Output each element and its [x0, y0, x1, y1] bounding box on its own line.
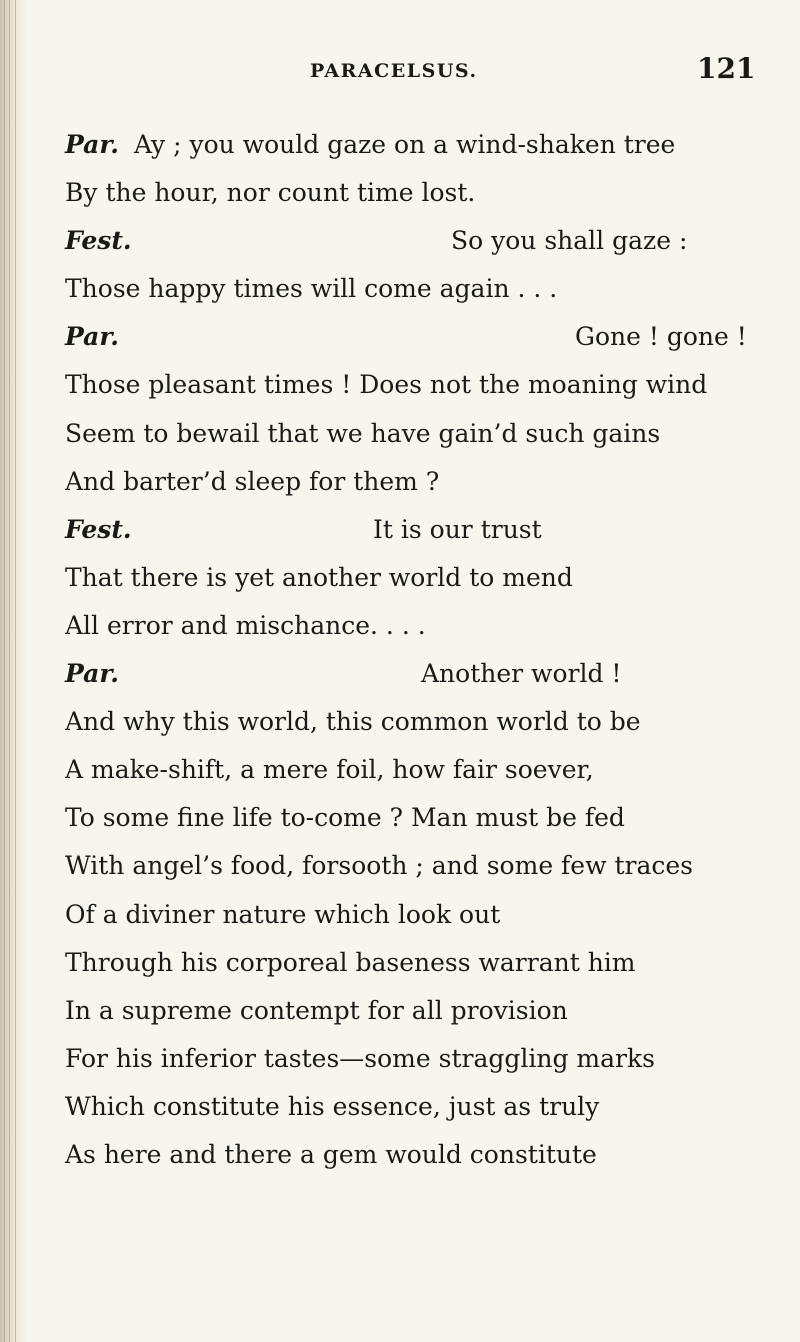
poem-line — [65, 1041, 765, 1089]
poem-line — [65, 416, 765, 464]
poem-line — [65, 752, 765, 800]
line-text: Ay ; you would gaze on a wind-shaken tree — [134, 130, 676, 159]
line-text: Which constitute his essence, just as truly — [65, 1091, 600, 1121]
poem-line — [65, 848, 765, 896]
line-text: Gone ! gone ! — [575, 322, 747, 352]
poem-line — [65, 223, 765, 271]
line-text: By the hour, nor count time lost. — [65, 178, 476, 208]
line-text: And barter’d sleep for them ? — [65, 466, 440, 496]
line-text: Another world ! — [421, 659, 622, 689]
page-header — [0, 52, 800, 92]
poem-line — [65, 319, 765, 367]
line-text: In a supreme contempt for all provision — [65, 995, 568, 1025]
line-text: Those pleasant times ! Does not the moaning wind — [65, 370, 708, 400]
line-text: So you shall gaze : — [451, 226, 688, 256]
line-text: A make-shift, a mere foil, how fair soever, — [65, 755, 594, 785]
poem-line — [65, 271, 765, 319]
line-text: To some fine life to-come ? Man must be fed — [65, 803, 625, 833]
poem-line — [65, 175, 765, 223]
speaker-label: Par. — [65, 130, 119, 159]
poem-line — [65, 560, 765, 608]
poem-line — [65, 704, 765, 752]
poem-line — [65, 1137, 765, 1185]
speaker-label: Fest. — [65, 226, 132, 256]
poem-line — [65, 1089, 765, 1137]
binding-edge-line — [15, 0, 16, 1342]
line-text: As here and there a gem would constitute — [65, 1139, 597, 1169]
poem-line — [65, 608, 765, 656]
poem-line — [65, 367, 765, 415]
line-text: Seem to bewail that we have gain’d such gains — [65, 418, 661, 448]
speaker-label: Fest. — [65, 514, 132, 544]
poem-line — [65, 993, 765, 1041]
line-text: It is our trust — [373, 514, 542, 544]
line-text: All error and mischance. . . . — [65, 610, 426, 640]
line-text: Through his corporeal baseness warrant him — [65, 947, 636, 977]
poem-line — [65, 945, 765, 993]
line-text: And why this world, this common world to be — [65, 707, 641, 737]
running-title: PARACELSUS. — [310, 60, 478, 82]
line-text: Those happy times will come again . . . — [65, 274, 558, 304]
line-text: That there is yet another world to mend — [65, 562, 573, 592]
line-text: For his inferior tastes—some straggling marks — [65, 1043, 655, 1073]
page-number: 121 — [697, 52, 756, 85]
page-gutter-shadow — [0, 0, 26, 1342]
poem-line — [65, 656, 765, 704]
poem-line — [65, 800, 765, 848]
poem-line — [65, 512, 765, 560]
line-text: With angel’s food, forsooth ; and some few traces — [65, 851, 693, 881]
poem-line — [65, 464, 765, 512]
poem-line — [65, 897, 765, 945]
poem-line — [65, 127, 765, 175]
binding-edge-line — [4, 0, 5, 1342]
binding-edge-line — [9, 0, 10, 1342]
speaker-label: Par. — [65, 322, 119, 352]
line-text: Of a diviner nature which look out — [65, 899, 501, 929]
poem-text-block — [65, 127, 765, 1185]
speaker-label: Par. — [65, 659, 119, 689]
